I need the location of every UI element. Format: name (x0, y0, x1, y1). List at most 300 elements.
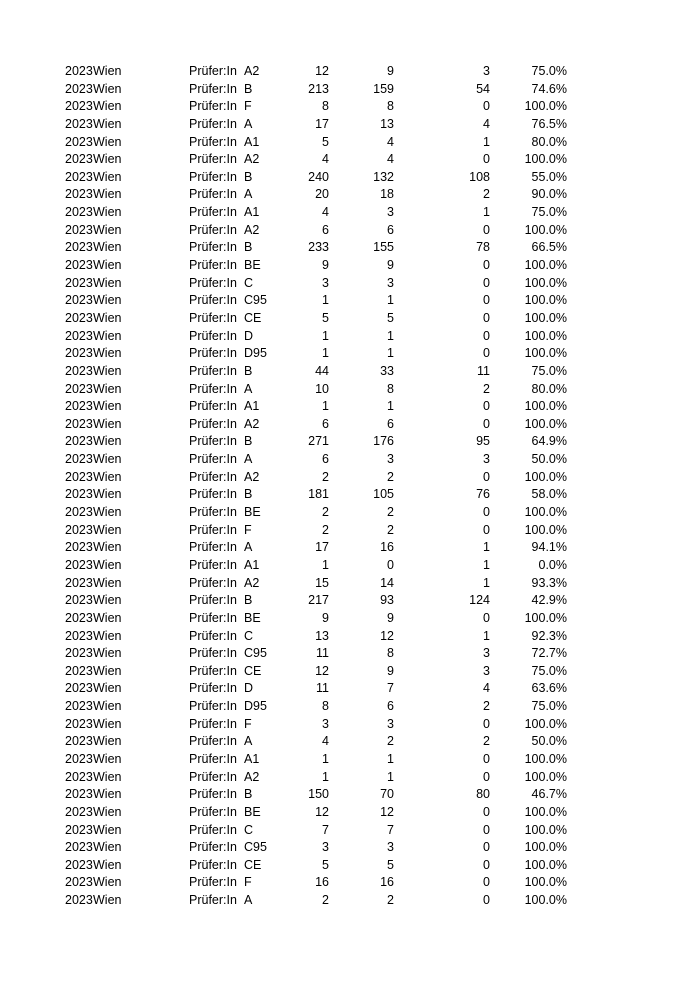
year-cell: 2023 (65, 628, 93, 643)
passed-count-cell: 1 (387, 751, 394, 766)
license-class-cell: CE (244, 663, 262, 678)
table-row (0, 116, 700, 134)
examiner-cell: Prüfer:In (189, 540, 237, 555)
pass-rate-cell: 100.0% (524, 152, 567, 167)
license-class-cell: A (244, 187, 253, 202)
pass-rate-cell: 100.0% (524, 610, 567, 625)
license-class-cell: A2 (244, 416, 260, 431)
table-row (0, 292, 700, 310)
passed-count-cell: 9 (387, 64, 394, 78)
year-cell: 2023 (65, 346, 93, 361)
pass-rate-cell: 100.0% (524, 328, 567, 343)
year-cell: 2023 (65, 240, 93, 255)
license-class-cell: C95 (244, 646, 267, 661)
pass-rate-cell: 46.7% (531, 787, 567, 802)
passed-count-cell: 4 (387, 134, 394, 149)
city-cell: Wien (93, 81, 122, 96)
license-class-cell: BE (244, 258, 261, 273)
year-cell: 2023 (65, 187, 93, 202)
failed-count-cell: 0 (483, 416, 490, 431)
failed-count-cell: 2 (483, 381, 490, 396)
passed-count-cell: 3 (387, 205, 394, 220)
license-class-cell: BE (244, 804, 261, 819)
failed-count-cell: 0 (483, 840, 490, 855)
passed-count-cell: 18 (380, 187, 394, 202)
passed-count-cell: 2 (387, 522, 394, 537)
city-cell: Wien (93, 152, 122, 167)
license-class-cell: B (244, 363, 253, 378)
license-class-cell: F (244, 716, 252, 731)
examiner-cell: Prüfer:In (189, 628, 237, 643)
table-row (0, 381, 700, 399)
year-cell: 2023 (65, 222, 93, 237)
total-count-cell: 12 (315, 663, 329, 678)
total-count-cell: 2 (322, 469, 329, 484)
total-count-cell: 240 (308, 169, 329, 184)
table-row (0, 539, 700, 557)
examiner-cell: Prüfer:In (189, 787, 237, 802)
city-cell: Wien (93, 275, 122, 290)
examiner-cell: Prüfer:In (189, 875, 237, 890)
failed-count-cell: 0 (483, 310, 490, 325)
passed-count-cell: 1 (387, 769, 394, 784)
table-row (0, 134, 700, 152)
total-count-cell: 5 (322, 310, 329, 325)
total-count-cell: 2 (322, 505, 329, 520)
license-class-cell: C95 (244, 840, 267, 855)
pass-rate-cell: 100.0% (524, 293, 567, 308)
license-class-cell: A1 (244, 751, 260, 766)
table-row (0, 239, 700, 257)
city-cell: Wien (93, 822, 122, 837)
total-count-cell: 8 (322, 99, 329, 114)
failed-count-cell: 1 (483, 575, 490, 590)
license-class-cell: A2 (244, 575, 260, 590)
pass-rate-cell: 93.3% (531, 575, 567, 590)
license-class-cell: A (244, 540, 253, 555)
total-count-cell: 9 (322, 258, 329, 273)
pass-rate-cell: 76.5% (531, 116, 567, 131)
city-cell: Wien (93, 399, 122, 414)
total-count-cell: 10 (315, 381, 329, 396)
license-class-cell: A2 (244, 152, 260, 167)
license-class-cell: A1 (244, 399, 260, 414)
city-cell: Wien (93, 893, 122, 908)
passed-count-cell: 1 (387, 293, 394, 308)
total-count-cell: 2 (322, 893, 329, 908)
passed-count-cell: 1 (387, 399, 394, 414)
pass-rate-cell: 100.0% (524, 716, 567, 731)
passed-count-cell: 33 (380, 363, 394, 378)
year-cell: 2023 (65, 434, 93, 449)
table-row (0, 345, 700, 363)
table-row (0, 63, 700, 81)
examiner-cell: Prüfer:In (189, 557, 237, 572)
total-count-cell: 1 (322, 769, 329, 784)
year-cell: 2023 (65, 169, 93, 184)
passed-count-cell: 9 (387, 610, 394, 625)
table-row (0, 786, 700, 804)
total-count-cell: 1 (322, 328, 329, 343)
year-cell: 2023 (65, 310, 93, 325)
failed-count-cell: 0 (483, 804, 490, 819)
table-row (0, 892, 700, 910)
license-class-cell: B (244, 240, 253, 255)
failed-count-cell: 78 (476, 240, 490, 255)
examiner-cell: Prüfer:In (189, 363, 237, 378)
examiner-cell: Prüfer:In (189, 804, 237, 819)
city-cell: Wien (93, 222, 122, 237)
license-class-cell: CE (244, 857, 262, 872)
license-class-cell: B (244, 434, 253, 449)
total-count-cell: 6 (322, 416, 329, 431)
license-class-cell: A (244, 734, 253, 749)
failed-count-cell: 124 (469, 593, 490, 608)
pass-rate-cell: 100.0% (524, 258, 567, 273)
examiner-cell: Prüfer:In (189, 505, 237, 520)
year-cell: 2023 (65, 804, 93, 819)
failed-count-cell: 0 (483, 893, 490, 908)
total-count-cell: 1 (322, 399, 329, 414)
total-count-cell: 7 (322, 822, 329, 837)
table-row (0, 416, 700, 434)
city-cell: Wien (93, 646, 122, 661)
examiner-cell: Prüfer:In (189, 240, 237, 255)
examiner-cell: Prüfer:In (189, 487, 237, 502)
passed-count-cell: 176 (373, 434, 394, 449)
year-cell: 2023 (65, 646, 93, 661)
pass-rate-cell: 75.0% (531, 663, 567, 678)
table-row (0, 628, 700, 646)
failed-count-cell: 3 (483, 64, 490, 78)
total-count-cell: 213 (308, 81, 329, 96)
city-cell: Wien (93, 593, 122, 608)
total-count-cell: 4 (322, 734, 329, 749)
passed-count-cell: 105 (373, 487, 394, 502)
table-row (0, 822, 700, 840)
failed-count-cell: 0 (483, 399, 490, 414)
city-cell: Wien (93, 804, 122, 819)
examiner-cell: Prüfer:In (189, 222, 237, 237)
pass-rate-cell: 100.0% (524, 857, 567, 872)
failed-count-cell: 3 (483, 663, 490, 678)
license-class-cell: A (244, 452, 253, 467)
pass-rate-cell: 100.0% (524, 505, 567, 520)
year-cell: 2023 (65, 875, 93, 890)
city-cell: Wien (93, 487, 122, 502)
passed-count-cell: 5 (387, 310, 394, 325)
license-class-cell: B (244, 787, 253, 802)
total-count-cell: 20 (315, 187, 329, 202)
failed-count-cell: 1 (483, 557, 490, 572)
passed-count-cell: 2 (387, 505, 394, 520)
year-cell: 2023 (65, 699, 93, 714)
examiner-cell: Prüfer:In (189, 734, 237, 749)
failed-count-cell: 2 (483, 734, 490, 749)
pass-rate-cell: 80.0% (531, 134, 567, 149)
passed-count-cell: 2 (387, 893, 394, 908)
examiner-cell: Prüfer:In (189, 699, 237, 714)
failed-count-cell: 0 (483, 275, 490, 290)
passed-count-cell: 7 (387, 681, 394, 696)
license-class-cell: F (244, 875, 252, 890)
pass-rate-cell: 100.0% (524, 399, 567, 414)
license-class-cell: A2 (244, 222, 260, 237)
failed-count-cell: 0 (483, 610, 490, 625)
city-cell: Wien (93, 505, 122, 520)
passed-count-cell: 13 (380, 116, 394, 131)
year-cell: 2023 (65, 293, 93, 308)
total-count-cell: 12 (315, 804, 329, 819)
table-row (0, 680, 700, 698)
pass-rate-cell: 100.0% (524, 769, 567, 784)
failed-count-cell: 2 (483, 187, 490, 202)
year-cell: 2023 (65, 716, 93, 731)
failed-count-cell: 11 (477, 363, 490, 378)
license-class-cell: A1 (244, 134, 260, 149)
license-class-cell: A2 (244, 469, 260, 484)
passed-count-cell: 16 (380, 875, 394, 890)
city-cell: Wien (93, 434, 122, 449)
total-count-cell: 181 (308, 487, 329, 502)
passed-count-cell: 1 (387, 346, 394, 361)
examiner-cell: Prüfer:In (189, 416, 237, 431)
passed-count-cell: 12 (380, 804, 394, 819)
pass-rate-cell: 63.6% (531, 681, 567, 696)
total-count-cell: 1 (322, 751, 329, 766)
pass-rate-cell: 100.0% (524, 875, 567, 890)
year-cell: 2023 (65, 452, 93, 467)
passed-count-cell: 12 (380, 628, 394, 643)
pass-rate-cell: 80.0% (531, 381, 567, 396)
pass-rate-cell: 72.7% (531, 646, 567, 661)
table-row (0, 257, 700, 275)
year-cell: 2023 (65, 258, 93, 273)
total-count-cell: 4 (322, 205, 329, 220)
license-class-cell: A2 (244, 64, 260, 78)
pass-rate-cell: 74.6% (531, 81, 567, 96)
total-count-cell: 233 (308, 240, 329, 255)
year-cell: 2023 (65, 840, 93, 855)
table-row (0, 751, 700, 769)
license-class-cell: D95 (244, 346, 267, 361)
city-cell: Wien (93, 857, 122, 872)
total-count-cell: 5 (322, 134, 329, 149)
license-class-cell: A (244, 381, 253, 396)
table-row (0, 222, 700, 240)
city-cell: Wien (93, 716, 122, 731)
failed-count-cell: 0 (483, 293, 490, 308)
table-row (0, 839, 700, 857)
city-cell: Wien (93, 346, 122, 361)
failed-count-cell: 108 (469, 169, 490, 184)
examiner-cell: Prüfer:In (189, 275, 237, 290)
examiner-cell: Prüfer:In (189, 152, 237, 167)
pass-rate-cell: 100.0% (524, 275, 567, 290)
pass-rate-cell: 42.9% (531, 593, 567, 608)
table-row (0, 398, 700, 416)
license-class-cell: CE (244, 310, 262, 325)
license-class-cell: F (244, 99, 252, 114)
table-row (0, 169, 700, 187)
year-cell: 2023 (65, 505, 93, 520)
city-cell: Wien (93, 557, 122, 572)
failed-count-cell: 1 (483, 134, 490, 149)
table-row (0, 522, 700, 540)
year-cell: 2023 (65, 64, 93, 78)
examiner-cell: Prüfer:In (189, 346, 237, 361)
total-count-cell: 3 (322, 716, 329, 731)
total-count-cell: 13 (315, 628, 329, 643)
failed-count-cell: 80 (476, 787, 490, 802)
total-count-cell: 44 (315, 363, 329, 378)
license-class-cell: BE (244, 610, 261, 625)
year-cell: 2023 (65, 540, 93, 555)
year-cell: 2023 (65, 610, 93, 625)
examiner-cell: Prüfer:In (189, 593, 237, 608)
passed-count-cell: 3 (387, 452, 394, 467)
failed-count-cell: 0 (483, 751, 490, 766)
city-cell: Wien (93, 663, 122, 678)
table-row (0, 275, 700, 293)
table-row (0, 328, 700, 346)
year-cell: 2023 (65, 487, 93, 502)
license-class-cell: A1 (244, 557, 260, 572)
passed-count-cell: 14 (380, 575, 394, 590)
table-row (0, 81, 700, 99)
year-cell: 2023 (65, 681, 93, 696)
passed-count-cell: 3 (387, 716, 394, 731)
year-cell: 2023 (65, 416, 93, 431)
city-cell: Wien (93, 540, 122, 555)
total-count-cell: 271 (308, 434, 329, 449)
pass-rate-cell: 100.0% (524, 346, 567, 361)
year-cell: 2023 (65, 575, 93, 590)
passed-count-cell: 7 (387, 822, 394, 837)
examiner-cell: Prüfer:In (189, 187, 237, 202)
failed-count-cell: 3 (483, 452, 490, 467)
year-cell: 2023 (65, 275, 93, 290)
city-cell: Wien (93, 99, 122, 114)
city-cell: Wien (93, 64, 122, 78)
failed-count-cell: 0 (483, 857, 490, 872)
year-cell: 2023 (65, 99, 93, 114)
year-cell: 2023 (65, 363, 93, 378)
table-row (0, 645, 700, 663)
city-cell: Wien (93, 328, 122, 343)
passed-count-cell: 9 (387, 258, 394, 273)
passed-count-cell: 16 (380, 540, 394, 555)
failed-count-cell: 2 (483, 699, 490, 714)
examiner-cell: Prüfer:In (189, 769, 237, 784)
passed-count-cell: 0 (387, 557, 394, 572)
city-cell: Wien (93, 310, 122, 325)
examiner-cell: Prüfer:In (189, 116, 237, 131)
passed-count-cell: 70 (380, 787, 394, 802)
failed-count-cell: 0 (483, 328, 490, 343)
pass-rate-cell: 100.0% (524, 804, 567, 819)
total-count-cell: 3 (322, 275, 329, 290)
passed-count-cell: 8 (387, 646, 394, 661)
license-class-cell: BE (244, 505, 261, 520)
year-cell: 2023 (65, 116, 93, 131)
license-class-cell: C (244, 275, 254, 290)
examiner-cell: Prüfer:In (189, 293, 237, 308)
city-cell: Wien (93, 699, 122, 714)
license-class-cell: B (244, 169, 253, 184)
examiner-cell: Prüfer:In (189, 646, 237, 661)
license-class-cell: A (244, 116, 253, 131)
city-cell: Wien (93, 134, 122, 149)
pass-rate-cell: 75.0% (531, 64, 567, 78)
examiner-cell: Prüfer:In (189, 452, 237, 467)
failed-count-cell: 0 (483, 99, 490, 114)
failed-count-cell: 0 (483, 469, 490, 484)
passed-count-cell: 132 (373, 169, 394, 184)
year-cell: 2023 (65, 469, 93, 484)
failed-count-cell: 0 (483, 875, 490, 890)
total-count-cell: 2 (322, 522, 329, 537)
city-cell: Wien (93, 769, 122, 784)
city-cell: Wien (93, 205, 122, 220)
passed-count-cell: 155 (373, 240, 394, 255)
table-row (0, 592, 700, 610)
failed-count-cell: 0 (483, 769, 490, 784)
city-cell: Wien (93, 522, 122, 537)
license-class-cell: C (244, 628, 254, 643)
total-count-cell: 11 (316, 681, 329, 696)
examiner-cell: Prüfer:In (189, 716, 237, 731)
passed-count-cell: 1 (387, 328, 394, 343)
examiner-cell: Prüfer:In (189, 381, 237, 396)
total-count-cell: 150 (308, 787, 329, 802)
passed-count-cell: 93 (380, 593, 394, 608)
examiner-cell: Prüfer:In (189, 134, 237, 149)
year-cell: 2023 (65, 522, 93, 537)
year-cell: 2023 (65, 152, 93, 167)
examiner-cell: Prüfer:In (189, 81, 237, 96)
passed-count-cell: 3 (387, 840, 394, 855)
failed-count-cell: 3 (483, 646, 490, 661)
table-row (0, 204, 700, 222)
table-row (0, 610, 700, 628)
year-cell: 2023 (65, 734, 93, 749)
license-class-cell: B (244, 593, 253, 608)
examiner-cell: Prüfer:In (189, 610, 237, 625)
table-row (0, 486, 700, 504)
pass-rate-cell: 94.1% (531, 540, 567, 555)
total-count-cell: 15 (315, 575, 329, 590)
city-cell: Wien (93, 575, 122, 590)
total-count-cell: 3 (322, 840, 329, 855)
examiner-cell: Prüfer:In (189, 469, 237, 484)
table-row (0, 698, 700, 716)
year-cell: 2023 (65, 751, 93, 766)
total-count-cell: 9 (322, 610, 329, 625)
pass-rate-cell: 100.0% (524, 310, 567, 325)
table-row (0, 804, 700, 822)
city-cell: Wien (93, 381, 122, 396)
failed-count-cell: 0 (483, 522, 490, 537)
total-count-cell: 8 (322, 699, 329, 714)
pass-rate-cell: 75.0% (531, 205, 567, 220)
total-count-cell: 1 (322, 293, 329, 308)
passed-count-cell: 2 (387, 734, 394, 749)
year-cell: 2023 (65, 328, 93, 343)
total-count-cell: 6 (322, 222, 329, 237)
city-cell: Wien (93, 681, 122, 696)
license-class-cell: D (244, 681, 254, 696)
